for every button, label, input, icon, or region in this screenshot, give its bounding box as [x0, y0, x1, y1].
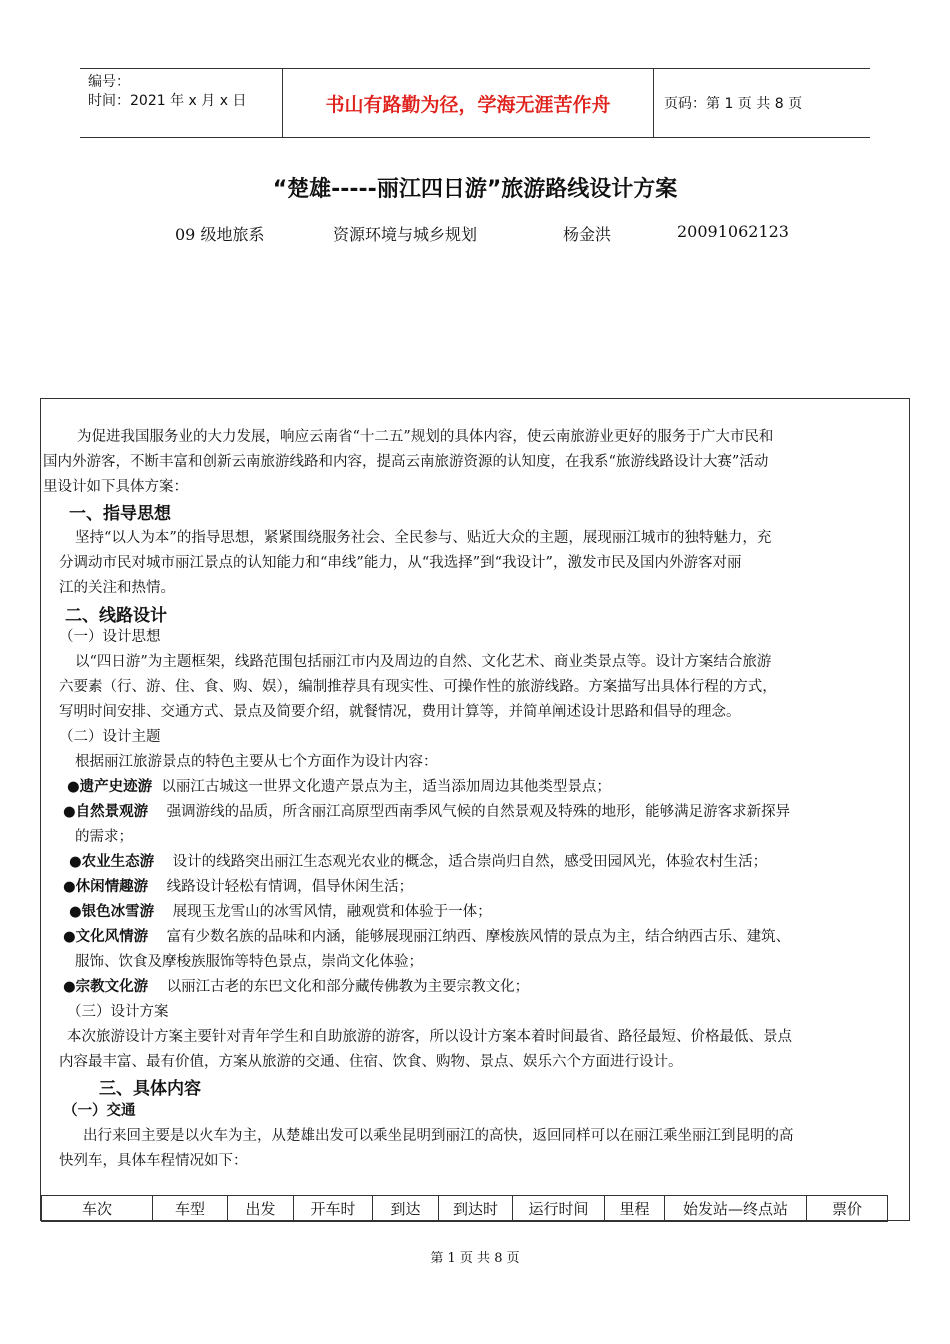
theme-desc: 以丽江古老的东巴文化和部分藏传佛教为主要宗教文化； — [166, 979, 530, 995]
theme-name: ●银色冰雪游 — [69, 904, 155, 920]
paragraph-line: 出行来回主要是以火车为主，从楚雄出发可以乘坐昆明到丽江的高快，返回同样可以在丽江乘坐丽江到昆明的高 — [83, 1128, 794, 1144]
theme-desc: 以丽江古城这一世界文化遗产景点为主，适当添加周边其他类型景点； — [161, 779, 611, 795]
page-footer: 第 1 页 共 8 页 — [430, 1251, 520, 1266]
theme-name: ●文化风情游 — [63, 929, 149, 945]
table-header-cell: 始发站—终点站 — [665, 1196, 807, 1222]
theme-name: ●遗产史迹游 — [67, 779, 153, 795]
table-header-row — [42, 1196, 888, 1222]
theme-desc-cont: 的需求； — [75, 829, 133, 845]
theme-name: ●农业生态游 — [69, 854, 155, 870]
paragraph-line: 坚持“以人为本”的指导思想，紧紧围绕服务社会、全民参与、贴近大众的主题，展现丽江城市的独特魅力，充 — [75, 530, 772, 546]
table-header-cell: 车型 — [153, 1196, 228, 1222]
theme-item — [63, 925, 790, 950]
motto: 书山有路勤为径，学海无涯苦作舟 — [282, 69, 654, 137]
theme-name: ●休闲情趣游 — [63, 879, 149, 895]
table-header-cell: 出发 — [228, 1196, 294, 1222]
subsection-heading: （三）设计方案 — [67, 1004, 169, 1020]
table-header-cell: 开车时 — [294, 1196, 373, 1222]
theme-name: ●自然景观游 — [63, 804, 149, 820]
theme-item — [63, 800, 790, 825]
theme-desc: 展现玉龙雪山的冰雪风情，融观赏和体验于一体； — [172, 904, 492, 920]
page-header — [80, 68, 870, 138]
theme-desc: 富有少数名族的品味和内涵，能够展现丽江纳西、摩梭族风情的景点为主，结合纳西古乐、建筑、 — [166, 929, 791, 945]
paragraph-line: 快列车，具体车程情况如下： — [59, 1153, 248, 1169]
theme-desc-cont: 服饰、饮食及摩梭族服饰等特色景点，崇尚文化体验； — [75, 954, 423, 970]
paragraph-line: 根据丽江旅游景点的特色主要从七个方面作为设计内容： — [75, 754, 438, 770]
section-heading: 一、指导思想 — [69, 504, 171, 524]
table-header-cell: 里程 — [605, 1196, 665, 1222]
table-header-cell: 运行时间 — [513, 1196, 605, 1222]
page-info: 页码：第 1 页 共 8 页 — [664, 96, 803, 112]
train-table — [41, 1195, 888, 1222]
subsection-heading: （一）交通 — [63, 1103, 136, 1119]
paragraph-line: 本次旅游设计方案主要针对青年学生和自助旅游的游客，所以设计方案本着时间最省、路径最短、价格最低、景点 — [67, 1029, 792, 1045]
paragraph-line: 内容最丰富、最有价值，方案从旅游的交通、住宿、饮食、购物、景点、娱乐六个方面进行设计。 — [59, 1054, 683, 1070]
theme-item — [63, 875, 413, 900]
table-header-cell: 车次 — [42, 1196, 153, 1222]
author-id: 20091062123 — [677, 222, 789, 241]
paragraph-line: 江的关注和热情。 — [59, 580, 175, 596]
document-title: “楚雄-----丽江四日游”旅游路线设计方案 — [272, 177, 678, 202]
author-name: 杨金洪 — [563, 225, 612, 244]
paragraph-line: 分调动市民对城市丽江景点的认知能力和“串线”能力，从“我选择”到“我设计”，激发市民及国内外游客对丽 — [59, 555, 742, 571]
theme-desc: 设计的线路突出丽江生态观光农业的概念，适合崇尚归自然，感受田园风光，体验农村生活； — [172, 854, 768, 870]
paragraph-line: 六要素（行、游、住、食、购、娱），编制推荐具有现实性、可操作性的旅游线路。方案描写出具体行程的方式， — [59, 679, 777, 695]
intro-line: 里设计如下具体方案： — [43, 479, 188, 495]
theme-item — [69, 900, 492, 925]
theme-item — [63, 975, 529, 1000]
section-heading: 三、具体内容 — [99, 1079, 201, 1099]
author-major: 资源环境与城乡规划 — [333, 225, 478, 244]
header-meta — [88, 73, 246, 111]
paragraph-line: 以“四日游”为主题框架，线路范围包括丽江市内及周边的自然、文化艺术、商业类景点等。设计方案结合旅游 — [75, 654, 772, 670]
number-label: 编号： — [88, 74, 130, 90]
paragraph-line: 写明时间安排、交通方式、景点及简要介绍，就餐情况，费用计算等，并简单阐述设计思路和倡导的理念。 — [59, 704, 741, 720]
theme-desc: 线路设计轻松有情调，倡导休闲生活； — [166, 879, 414, 895]
theme-item — [67, 775, 611, 800]
section-heading: 二、线路设计 — [65, 606, 167, 626]
theme-item — [69, 850, 767, 875]
intro-line: 为促进我国服务业的大力发展，响应云南省“十二五”规划的具体内容，使云南旅游业更好的服务于广大市民和 — [77, 429, 774, 445]
theme-name: ●宗教文化游 — [63, 979, 149, 995]
subsection-heading: （二）设计主题 — [59, 729, 161, 745]
content-box — [40, 398, 910, 1221]
table-header-cell: 到达 — [373, 1196, 439, 1222]
table-header-cell: 到达时 — [439, 1196, 513, 1222]
intro-line: 国内外游客，不断丰富和创新云南旅游线路和内容，提高云南旅游资源的认知度，在我系“旅游线路设计大赛”活动 — [43, 454, 769, 470]
author-class: 09 级地旅系 — [175, 225, 265, 244]
subsection-heading: （一）设计思想 — [59, 629, 161, 645]
table-header-cell: 票价 — [807, 1196, 888, 1222]
theme-desc: 强调游线的品质，所含丽江高原型西南季风气候的自然景观及特殊的地形，能够满足游客求新探异 — [166, 804, 791, 820]
date-label: 时间：2021 年 x 月 x 日 — [88, 93, 247, 109]
